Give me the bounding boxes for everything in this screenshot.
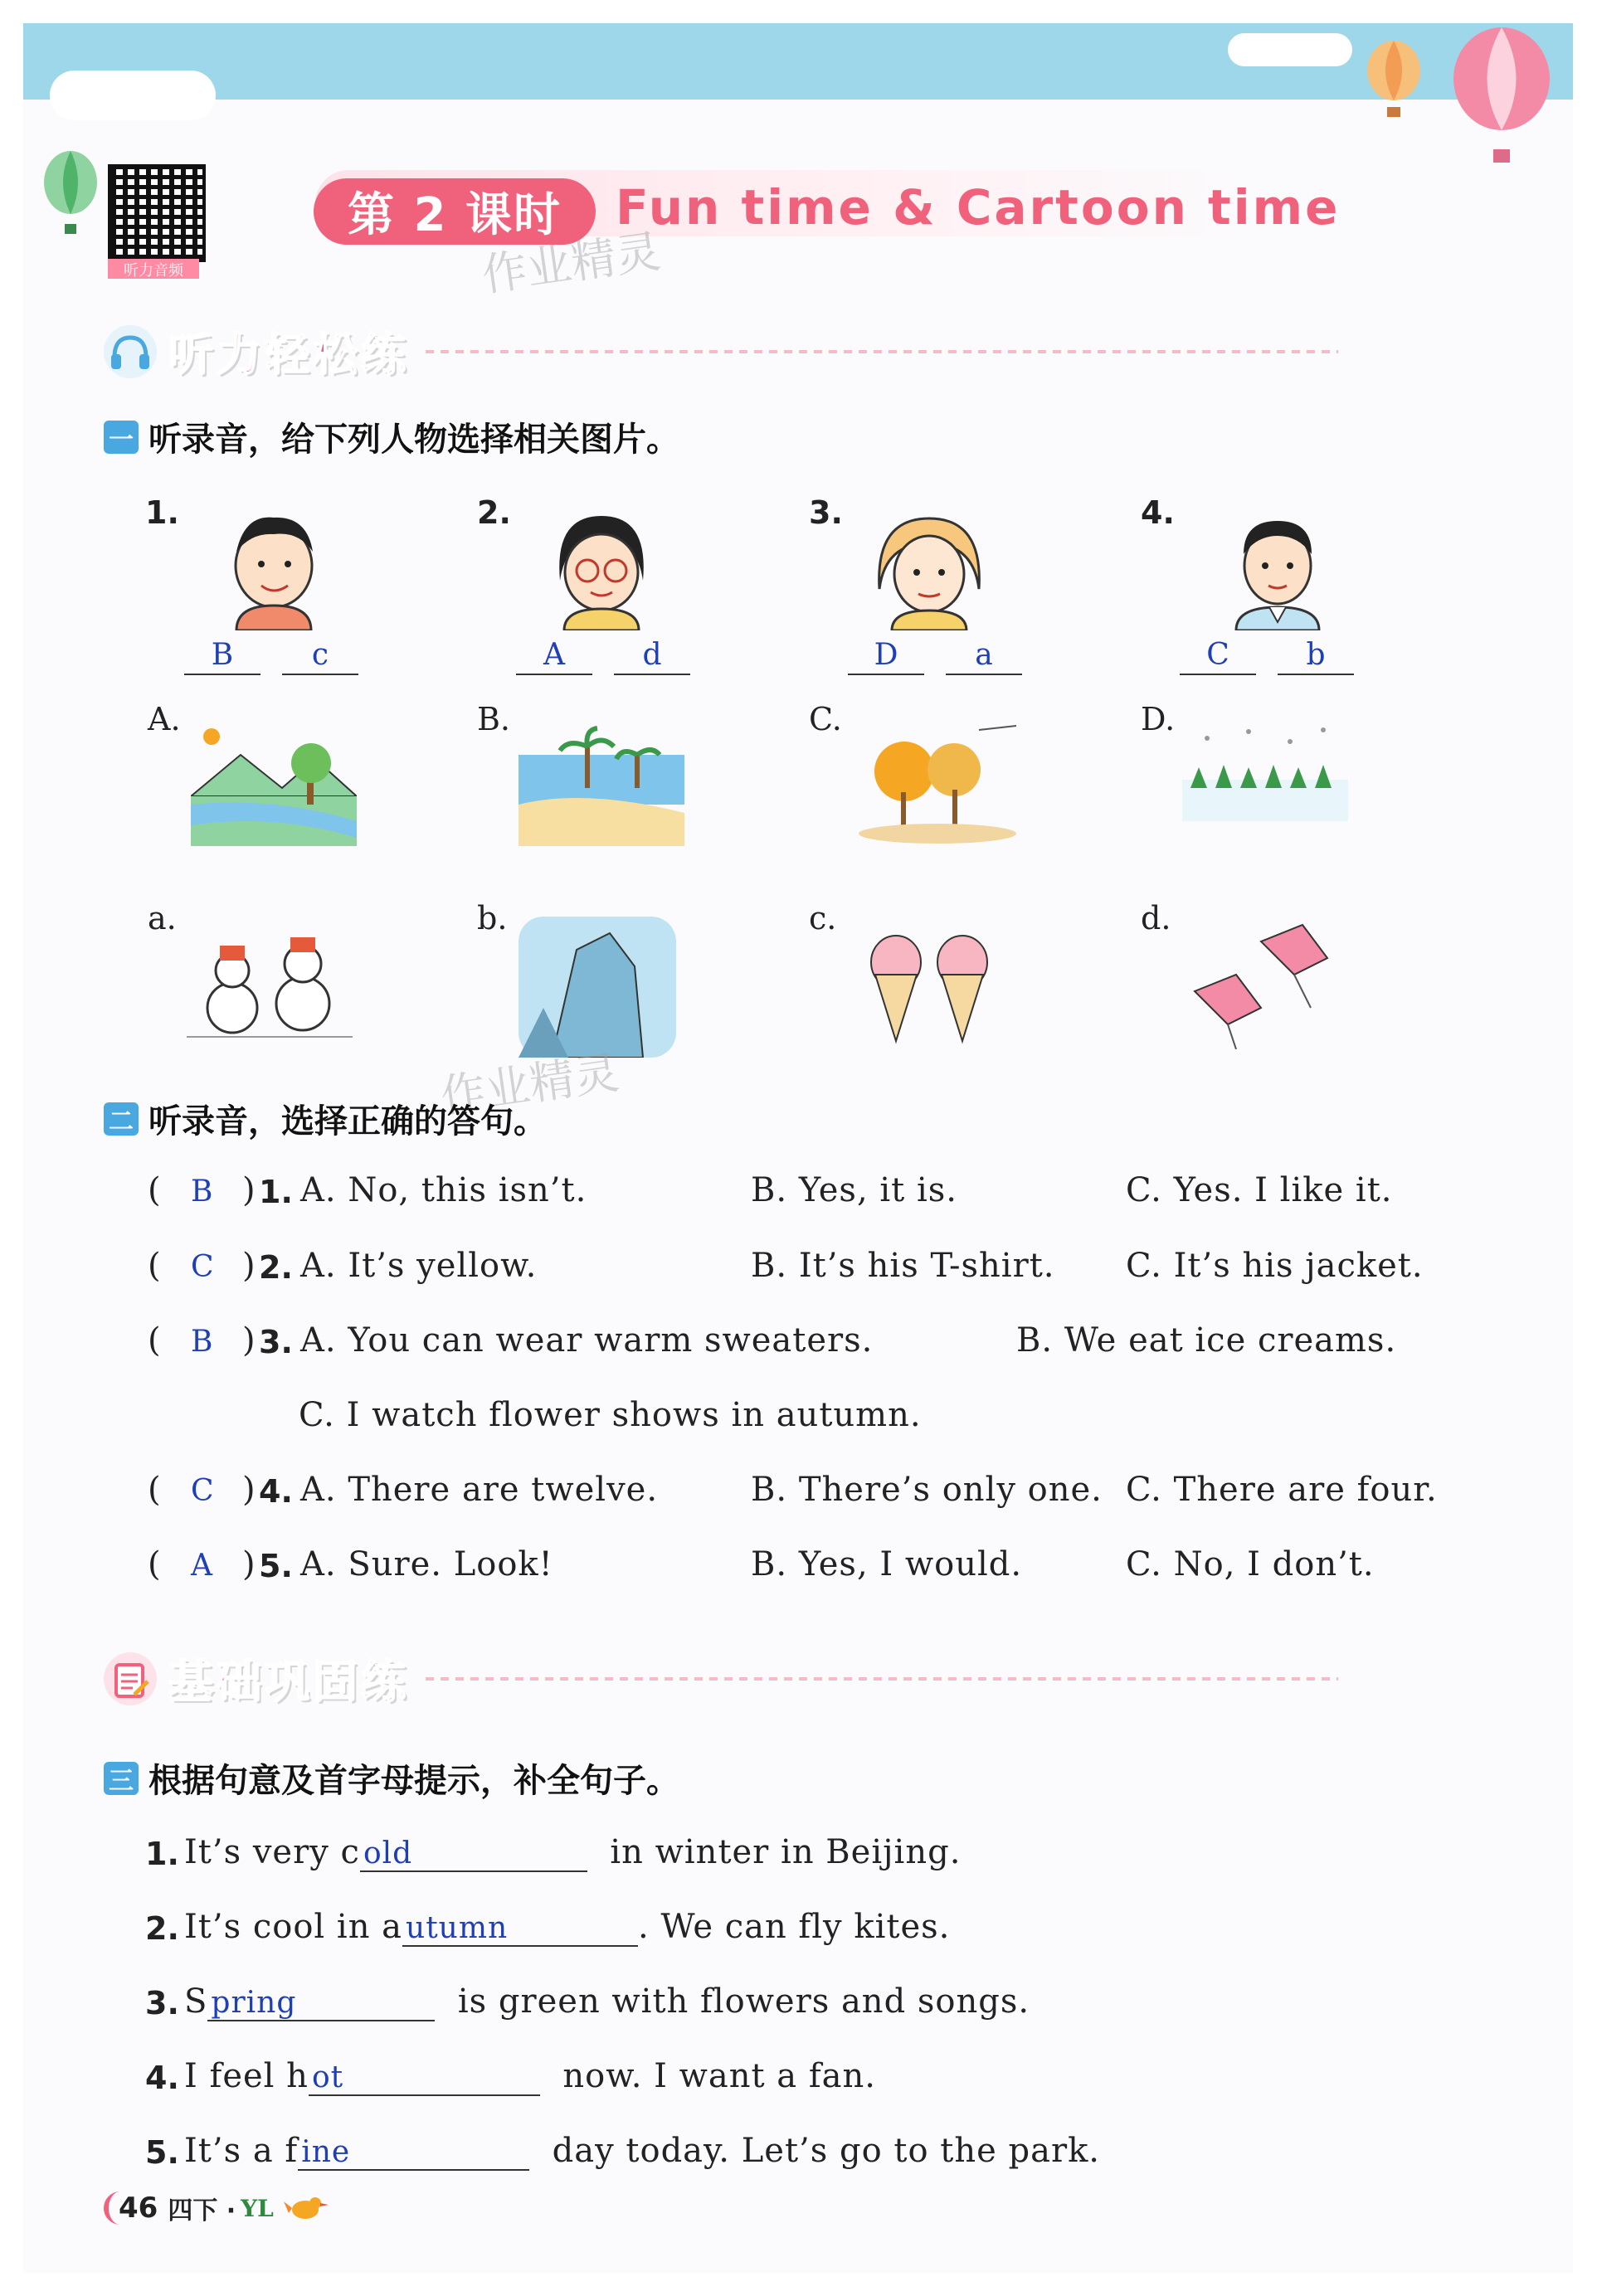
option-a: A. No, this isn’t.	[300, 1171, 587, 1209]
clipboard-icon	[104, 1652, 157, 1705]
option-c: C. There are four.	[1126, 1471, 1438, 1509]
person-number: 1.	[145, 494, 179, 531]
sentence-start: I feel h	[184, 2057, 309, 2095]
divider	[426, 350, 1338, 353]
cloud-decoration	[50, 71, 216, 120]
fill-sentence	[184, 2132, 1100, 2171]
selected-answer[interactable]: B	[191, 1175, 213, 1209]
answer-paren: )	[242, 1171, 256, 1209]
option-c: C. It’s his jacket.	[1126, 1247, 1424, 1285]
answer-blank[interactable]: ot	[309, 2060, 540, 2096]
answer-paren: (	[148, 1545, 161, 1583]
person-number: 2.	[477, 494, 511, 531]
picture-label: c.	[809, 900, 837, 936]
answer-blank[interactable]: D	[848, 637, 924, 675]
fill-sentence	[184, 1908, 950, 1947]
answer-blank[interactable]: pring	[207, 1986, 435, 2021]
picture-label: C.	[809, 701, 842, 737]
part-badge: 三	[104, 1762, 139, 1795]
answer-blank[interactable]: a	[946, 637, 1022, 675]
instruction-text: 听录音，给下列人物选择相关图片。	[149, 421, 679, 459]
sentence-end: now. I want a fan.	[562, 2057, 876, 2095]
answer-blank[interactable]: C	[1180, 637, 1256, 675]
page-footer	[104, 2190, 332, 2226]
option-c: C. I watch flower shows in autumn.	[299, 1396, 922, 1434]
edition-label: YL	[241, 2194, 274, 2222]
option-a: A. You can wear warm sweaters.	[300, 1321, 874, 1360]
fill-sentence	[184, 1982, 1030, 2021]
person-number: 4.	[1141, 494, 1175, 531]
question-number: 5.	[259, 1548, 293, 1584]
option-c: C. Yes. I like it.	[1126, 1171, 1393, 1209]
question-number: 1.	[259, 1174, 293, 1210]
hot-air-balloon-icon	[1448, 25, 1556, 166]
question-number: 3.	[145, 1985, 179, 2021]
answer-blank[interactable]: old	[360, 1836, 587, 1872]
sentence-end: . We can fly kites.	[638, 1908, 951, 1946]
instruction-text: 根据句意及首字母提示，补全句子。	[149, 1762, 679, 1800]
girl-portrait	[867, 506, 991, 630]
answer-blank[interactable]: ine	[298, 2135, 529, 2171]
option-b: B. We eat ice creams.	[1016, 1321, 1397, 1360]
answer-blank[interactable]: b	[1278, 637, 1354, 675]
sentence-end: is green with flowers and songs.	[457, 1982, 1030, 2021]
instruction-part3	[104, 1754, 679, 1802]
cloud-decoration	[1228, 33, 1352, 66]
instruction-part2	[104, 1095, 547, 1142]
person-number: 3.	[809, 494, 843, 531]
picture-label: B.	[477, 701, 511, 737]
snowmen-picture	[187, 921, 353, 1053]
fill-sentence	[184, 1833, 961, 1872]
answer-paren: (	[148, 1171, 161, 1209]
divider	[426, 1677, 1338, 1681]
question-number: 4.	[145, 2060, 179, 2096]
picture-label: d.	[1141, 900, 1171, 936]
option-a: A. There are twelve.	[300, 1471, 659, 1509]
option-b: B. It’s his T-shirt.	[751, 1247, 1055, 1285]
question-number: 3.	[259, 1324, 293, 1360]
boy-portrait-2	[1224, 506, 1332, 630]
girl-with-glasses-portrait	[548, 506, 655, 630]
instruction-text: 听录音，选择正确的答句。	[149, 1102, 547, 1141]
answer-blank[interactable]: B	[184, 637, 260, 675]
answer-blank[interactable]: d	[614, 637, 690, 675]
listening-section-header	[104, 319, 1338, 383]
kites-picture	[1178, 908, 1344, 1049]
question-number: 5.	[145, 2134, 179, 2171]
lesson-label: 第 2 课时	[314, 178, 596, 245]
qr-code[interactable]	[108, 164, 206, 262]
sentence-start: S	[184, 1982, 208, 2021]
lesson-title: Fun time & Cartoon time	[616, 179, 1341, 236]
sentence-start: It’s very c	[184, 1833, 360, 1871]
answer-paren: (	[148, 1247, 161, 1285]
selected-answer[interactable]: B	[191, 1325, 213, 1359]
selected-answer[interactable]: A	[191, 1549, 212, 1583]
answer-paren: )	[242, 1471, 256, 1509]
answer-paren: (	[148, 1471, 161, 1509]
fill-sentence	[184, 2057, 876, 2096]
part-badge: 一	[104, 421, 139, 454]
question-number: 2.	[145, 1910, 179, 1947]
answer-blank[interactable]: c	[282, 637, 358, 675]
option-a: A. It’s yellow.	[300, 1247, 538, 1285]
basics-section-header	[104, 1647, 1338, 1710]
qr-label: 听力音频	[108, 259, 199, 279]
watermark: 作业精灵	[437, 1046, 622, 1123]
option-b: B. Yes, I would.	[751, 1545, 1023, 1583]
section-title: 听力轻松练	[168, 328, 409, 381]
watermark: 作业精灵	[479, 225, 664, 302]
answer-blank[interactable]: utumn	[402, 1911, 638, 1947]
autumn-trees-picture	[854, 722, 1020, 846]
option-a: A. Sure. Look!	[300, 1545, 553, 1583]
page-number: 46	[104, 2191, 158, 2225]
answer-paren: )	[242, 1247, 256, 1285]
sentence-end: day today. Let’s go to the park.	[552, 2132, 1101, 2170]
instruction-part1	[104, 413, 679, 460]
snowy-forest-picture	[1182, 722, 1348, 846]
answer-paren: (	[148, 1321, 161, 1360]
section-title: 基础巩固练	[168, 1656, 409, 1708]
picture-label: D.	[1141, 701, 1176, 737]
option-c: C. No, I don’t.	[1126, 1545, 1375, 1583]
picture-label: A.	[148, 701, 181, 737]
headphones-icon	[104, 325, 157, 378]
question-number: 1.	[145, 1836, 179, 1872]
boy-portrait-1	[220, 506, 328, 630]
option-b: B. There’s only one.	[751, 1471, 1103, 1509]
hot-air-balloon-icon	[37, 149, 104, 241]
question-number: 2.	[259, 1249, 293, 1286]
sentence-start: It’s a f	[184, 2132, 299, 2170]
beach-picture	[519, 722, 684, 846]
part-badge: 二	[104, 1102, 139, 1136]
sentence-end: in winter in Beijing.	[610, 1833, 962, 1871]
selected-answer[interactable]: C	[191, 1250, 214, 1284]
answer-blank[interactable]: A	[516, 637, 592, 675]
grade-label: 四下 ·	[168, 2196, 236, 2225]
option-b: B. Yes, it is.	[751, 1171, 957, 1209]
mountain-rock-picture	[519, 917, 676, 1058]
selected-answer[interactable]: C	[191, 1474, 214, 1508]
ice-cream-cones-picture	[859, 925, 1000, 1049]
answer-paren: )	[242, 1321, 256, 1360]
picture-label: a.	[148, 900, 177, 936]
question-number: 4.	[259, 1473, 293, 1510]
answer-paren: )	[242, 1545, 256, 1583]
bird-icon	[282, 2191, 332, 2225]
spring-landscape-picture	[191, 722, 357, 846]
sentence-start: It’s cool in a	[184, 1908, 403, 1946]
picture-label: b.	[477, 900, 508, 936]
hot-air-balloon-icon	[1361, 37, 1427, 120]
